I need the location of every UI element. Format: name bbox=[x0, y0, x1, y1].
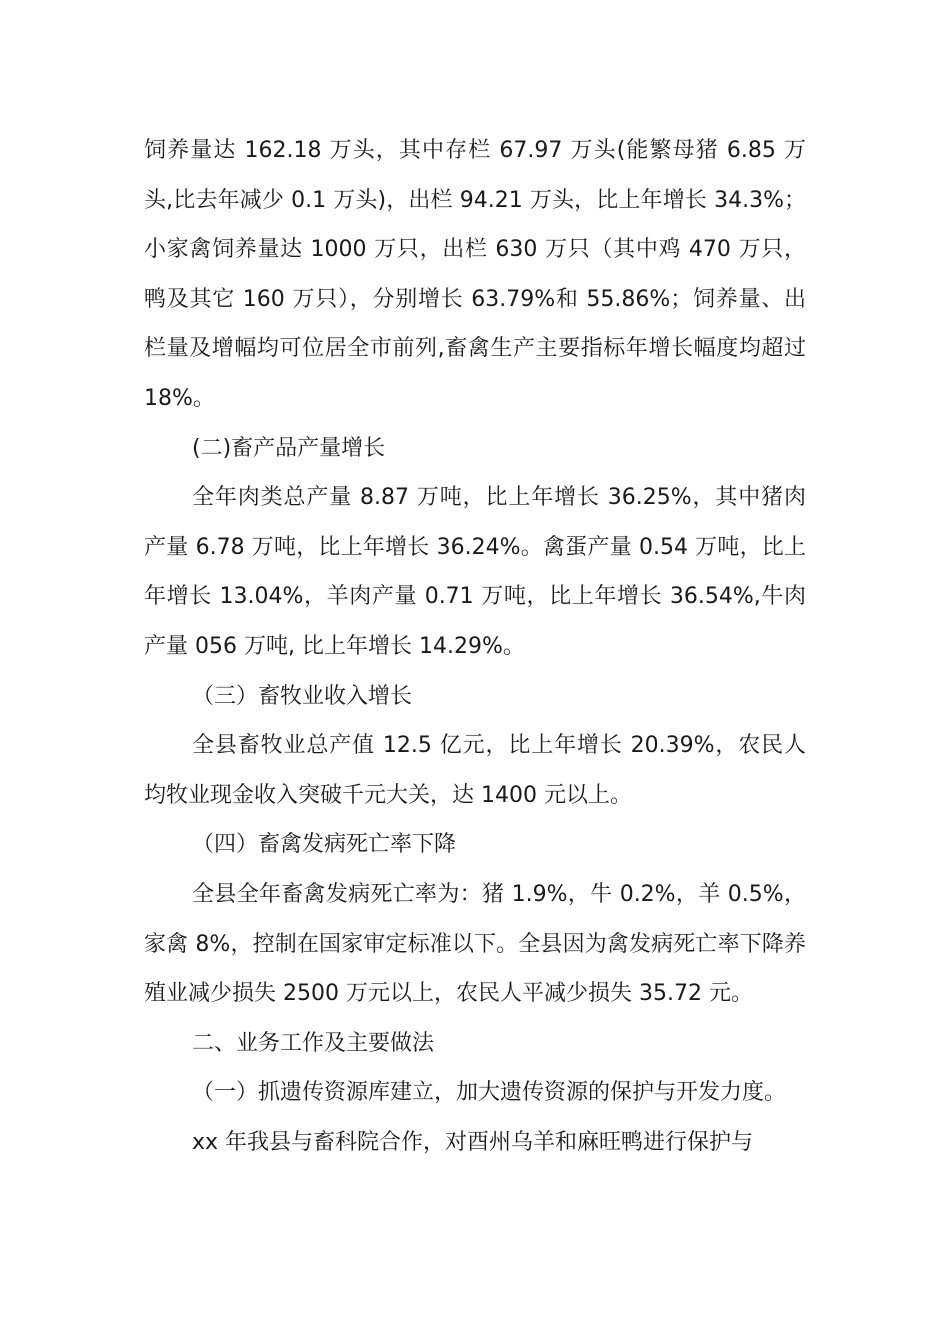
document-body bbox=[144, 126, 806, 1167]
section-heading-income-growth: （三）畜牧业收入增长 bbox=[192, 683, 413, 709]
paragraph-cooperation: xx 年我县与畜科院合作，对酉州乌羊和麻旺鸭进行保护与 bbox=[192, 1129, 754, 1155]
paragraph-livestock-figures: 饲养量达 162.18 万头，其中存栏 67.97 万头(能繁母猪 6.85 万头,比去年减少 0.1 万头)，出栏 94.21 万头，比上年增长 34.3%；小家禽饲养量达 1000 万只，出栏 630 万只（其中鸡 470 万只，鸭及其它 160 万只），分别增长 63.79%和 55.86%；饲养量、出栏量及增幅均可位居全市前列,畜禽生产主要指标年增长幅度均超过 18%。 bbox=[144, 138, 806, 411]
section-heading-product-output: (二)畜产品产量增长 bbox=[192, 435, 386, 461]
paragraph-income: 全县畜牧业总产值 12.5 亿元，比上年增长 20.39%，农民人均牧业现金收入突破千元大关，达 1400 元以上。 bbox=[144, 733, 806, 808]
subsection-heading-genetic-resources: （一）抓遗传资源库建立，加大遗传资源的保护与开发力度。 bbox=[192, 1080, 787, 1106]
paragraph-mortality: 全县全年畜禽发病死亡率为：猪 1.9%，牛 0.2%，羊 0.5%，家禽 8%，控制在国家审定标准以下。全县因为禽发病死亡率下降养殖业减少损失 2500 万元以上，农民人平减少损失 35.72 元。 bbox=[144, 881, 806, 1007]
section-heading-mortality: （四）畜禽发病死亡率下降 bbox=[192, 832, 457, 858]
paragraph-meat-output: 全年肉类总产量 8.87 万吨，比上年增长 36.25%，其中猪肉产量 6.78 万吨，比上年增长 36.24%。禽蛋产量 0.54 万吨，比上年增长 13.04%，羊肉产量 0.71 万吨，比上年增长 36.54%,牛肉产量 056 万吨, 比上年增长 14.29%。 bbox=[144, 485, 806, 659]
section-heading-work-methods: 二、业务工作及主要做法 bbox=[192, 1030, 435, 1056]
